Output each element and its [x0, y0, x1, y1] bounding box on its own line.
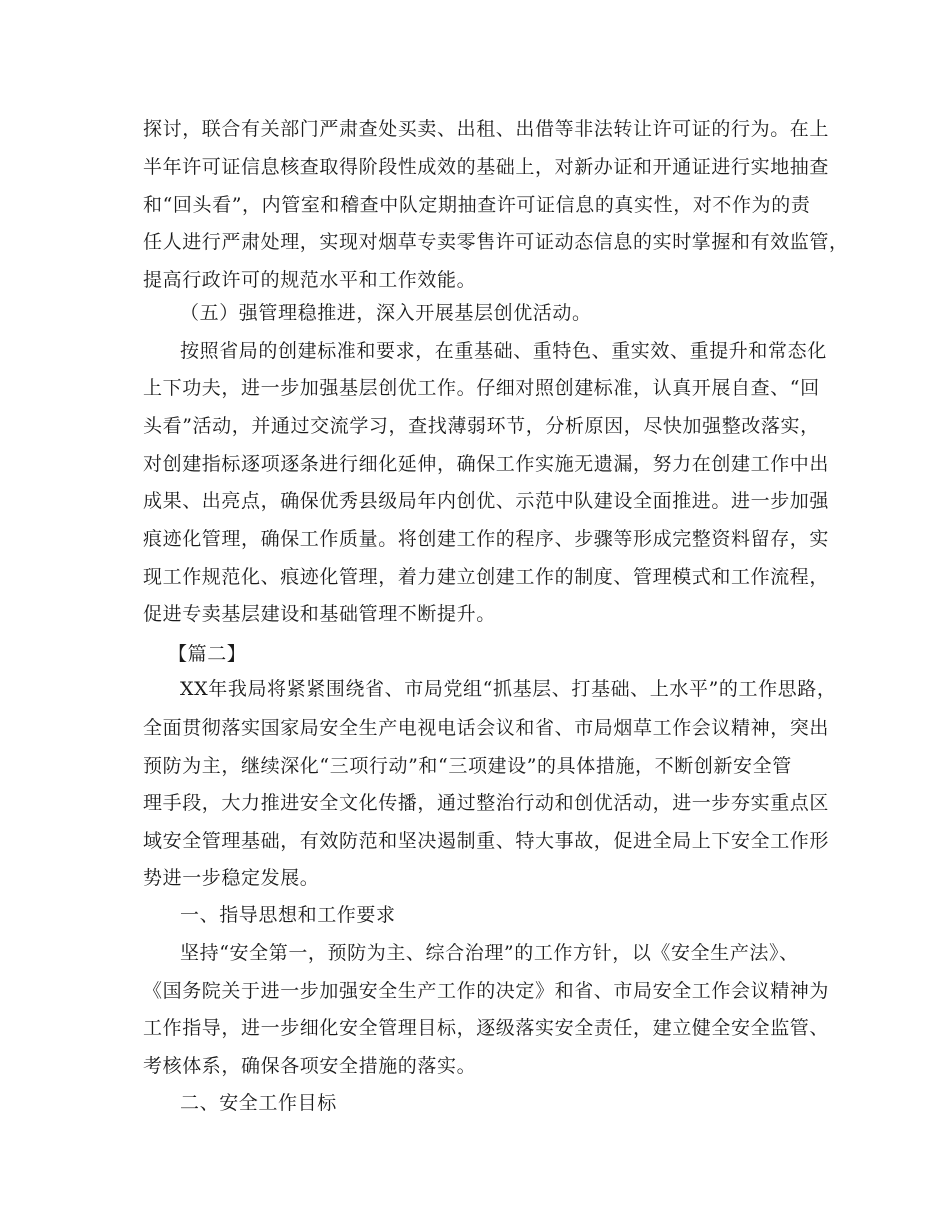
text-line-23: 坚持“安全第一，预防为主、综合治理”的工作方针，以《安全生产法》、: [180, 942, 799, 964]
text-line-7: 按照省局的创建标准和要求，在重基础、重特色、重实效、重提升和常态化: [180, 340, 827, 362]
text-line-13: 现工作规范化、痕迹化管理，着力建立创建工作的制度、管理模式和工作流程，: [143, 566, 830, 588]
text-line-14: 促进专卖基层建设和基础管理不断提升。: [143, 603, 496, 625]
section-heading-2: 二、安全工作目标: [180, 1092, 337, 1114]
text-line-2: 半年许可证信息核查取得阶段性成效的基础上，对新办证和开通证进行实地抽查: [143, 156, 830, 178]
text-line-11: 成果、出亮点，确保优秀县级局年内创优、示范中队建设全面推进。进一步加强: [143, 490, 830, 512]
text-line-21: 势进一步稳定发展。: [143, 867, 320, 889]
text-line-24: 《国务院关于进一步加强安全生产工作的决定》和省、市局安全工作会议精神为: [143, 980, 830, 1002]
text-line-4: 任人进行严肃处理，实现对烟草专卖零售许可证动态信息的实时掌握和有效监管，: [143, 231, 849, 253]
text-line-12: 痕迹化管理，确保工作质量。将创建工作的程序、步骤等形成完整资料留存，实: [143, 528, 830, 550]
text-line-18: 预防为主，继续深化“三项行动”和“三项建设”的具体措施，不断创新安全管: [143, 755, 792, 777]
text-line-1: 探讨，联合有关部门严肃查处买卖、出租、出借等非法转让许可证的行为。在上: [143, 118, 830, 140]
text-line-19: 理手段，大力推进安全文化传播，通过整治行动和创优活动，进一步夯实重点区: [143, 792, 830, 814]
text-line-8: 上下功夫，进一步加强基层创优工作。仔细对照创建标准，认真开展自查、“回: [143, 377, 820, 399]
text-line-26: 考核体系，确保各项安全措施的落实。: [143, 1055, 477, 1077]
text-line-25: 工作指导，进一步细化安全管理目标，逐级落实安全责任，建立健全安全监管、: [143, 1017, 830, 1039]
section-heading-1: 一、指导思想和工作要求: [180, 904, 396, 926]
part-two-heading: 【篇二】: [168, 643, 247, 665]
text-line-5: 提高行政许可的规范水平和工作效能。: [143, 269, 477, 291]
text-line-10: 对创建指标逐项逐条进行细化延伸，确保工作实施无遗漏，努力在创建工作中出: [143, 453, 830, 475]
section-heading-5: （五）强管理稳推进，深入开展基层创优活动。: [180, 302, 592, 324]
text-line-9: 头看”活动，并通过交流学习，查找薄弱环节，分析原因，尽快加强整改落实，: [143, 415, 820, 437]
text-line-16: XX年我局将紧紧围绕省、市局党组“抓基层、打基础、上水平”的工作思路，: [180, 678, 837, 700]
text-line-20: 域安全管理基础，有效防范和坚决遏制重、特大事故，促进全局上下安全工作形: [143, 830, 830, 852]
text-line-3: 和“回头看”，内管室和稽查中队定期抽查许可证信息的真实性，对不作为的责: [143, 194, 811, 216]
text-line-17: 全面贯彻落实国家局安全生产电视电话会议和省、市局烟草工作会议精神，突出: [143, 717, 830, 739]
